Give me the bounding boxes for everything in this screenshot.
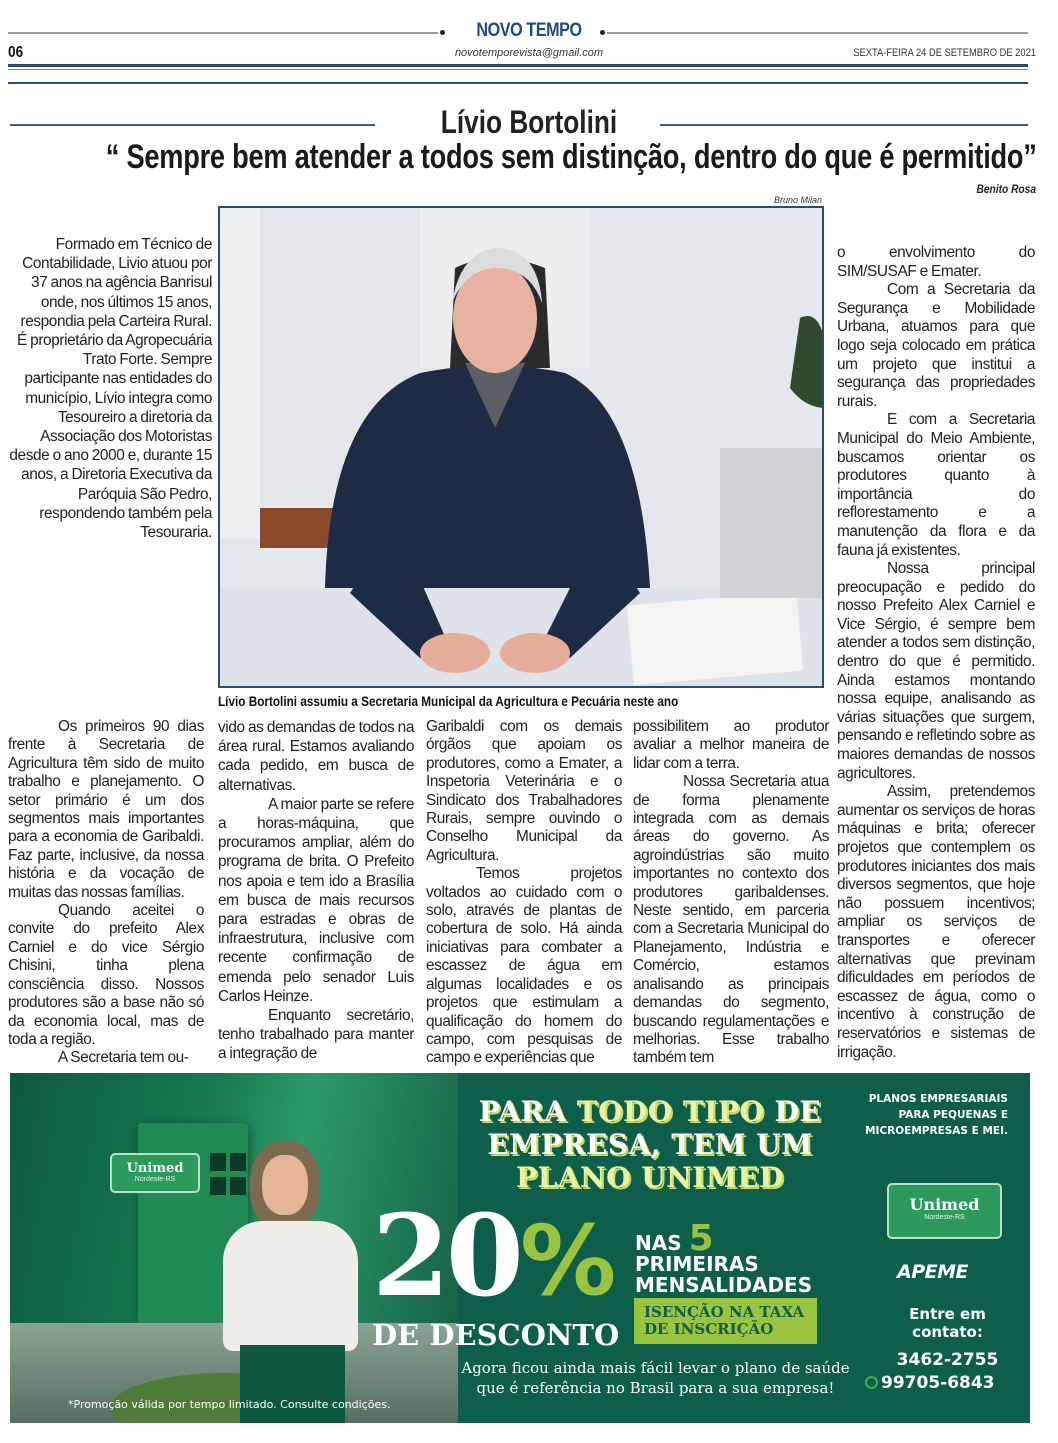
article-photo — [218, 206, 824, 688]
article-intro — [8, 235, 212, 542]
paragraph: Nossa principal preocupação e pedido do nosso Prefeito Alex Carniel e Vice Sérgio, é sempre bem atender a todos sem distinção, dentro do que é permitido. Ainda estamos montando nossa equipe, analisando as várias situações que surgem, pensando e refletindo sobre as maiores demandas de nossos agricultores. — [837, 560, 1035, 782]
header-divider-thin — [8, 69, 1028, 70]
section-divider — [8, 82, 1028, 84]
paragraph: Os primeiros 90 dias frente à Secretaria de Agricultura têm sido de muito trabalho e planejamento. O setor primário é um dos segmentos mais importantes para a economia de Garibaldi. Faz parte, inclusive, da nossa história e da vocação de muitas das nossas famílias. — [8, 718, 204, 901]
ad-discount-percent: % — [520, 1205, 617, 1317]
article-byline: Benito Rosa — [976, 182, 1036, 196]
ad-phone[interactable]: 3462-2755 — [896, 1350, 999, 1370]
paragraph: Quando aceitei o convite do prefeito Alex Carniel e do vice Sérgio Chisini, tinha plena consciência disso. Nossos produtores são a base não só da economia local, mas de toda a região. — [8, 902, 204, 1048]
ad-model — [215, 1113, 365, 1423]
unimed-logo-icon: Unimed Nordeste-RS — [887, 1183, 1002, 1239]
paragraph: o envolvimento do SIM/SUSAF e Emater. — [837, 244, 1035, 280]
portrait-illustration — [220, 208, 824, 688]
header-divider — [8, 64, 1028, 67]
paragraph: Nossa Secretaria atua de forma plenamente integrada com as demais áreas do governo. As agroindústrias são muito importantes no contexto dos produtores garibaldenses. Neste sentido, em parceria com a Secretaria Municipal do Planejamento, Indústria e Comércio, estamos analisando as principais demandas do segmento, buscando regulamentações e melhorias. Esse trabalho também tem — [633, 773, 829, 1067]
paragraph: A Secretaria tem ou- — [58, 1049, 189, 1067]
article-title: Lívio Bortolini — [440, 104, 618, 140]
paragraph: Assim, pretendemos aumentar os serviços de horas máquinas e brita; oferecer projetos que contemplem os produtores iniciantes dos mais diversos segmentos, que hoje não possuem incentivos; ampliar os serviços de transportes e oferecer alternativas que previnam dificuldades em períodos de escassez de água, como o incentivo à construção de reservatórios e sistemas de irrigação. — [837, 783, 1035, 1061]
article-column-5 — [837, 244, 1035, 1062]
ad-exemption-badge: ISENÇÃO NA TAXA DE INSCRIÇÃO — [634, 1298, 817, 1344]
photo-credit: Bruno Milan — [773, 195, 822, 205]
paragraph: Enquanto secretário, tenho trabalhado para manter a integração de — [218, 1007, 414, 1063]
paragraph: Com a Secretaria da Segurança e Mobilidade Urbana, atuamos para que logo seja colocado em prática um projeto que institui a segurança das propriedades rurais. — [837, 281, 1035, 410]
ad-discount-number: 20 — [372, 1191, 520, 1322]
article-column-4 — [633, 718, 829, 1068]
apeme-logo: APEME — [897, 1261, 968, 1283]
ad-subtext: Agora ficou ainda mais fácil levar o plano de saúde que é referência no Brasil para a sua empresa! — [461, 1359, 850, 1397]
publication-email[interactable]: novotemporevista@gmail.com — [454, 47, 604, 59]
ad-promo-note: *Promoção válida por tempo limitado. Consulte condições. — [68, 1398, 391, 1411]
paragraph: vido as demandas de todos na área rural. Estamos avaliando cada pedido, em busca de alternativas. — [218, 719, 414, 794]
ad-discount-label: DE DESCONTO — [372, 1318, 620, 1352]
issue-date: SEXTA-FEIRA 24 DE SETEMBRO DE 2021 — [853, 47, 1036, 59]
page-number: 06 — [8, 44, 24, 61]
photo-caption: Lívio Bortolini assumiu a Secretaria Municipal da Agricultura e Pecuária neste ano — [218, 693, 679, 709]
article-headline-quote: “ Sempre bem atender a todos sem distinção, dentro do que é permitido” — [105, 138, 1037, 176]
article-column-3 — [426, 718, 622, 1068]
paragraph: possibilitem ao produtor avaliar a melhor maneira de lidar com a terra. — [633, 718, 829, 772]
unimed-advertisement[interactable] — [10, 1073, 1030, 1423]
intro-paragraph: Formado em Técnico de Contabilidade, Livio atuou por 37 anos na agência Banrisul onde, nos últimos 15 anos, respondia pela Carteira Rural. É proprietário da Agropecuária Trato Forte. Sempre participante nas entidades do município, Lívio integra como Tesoureiro a diretoria da Associação dos Motoristas desde o ano 2000 e, durante 15 anos, a Diretoria Executiva da Paróquia São Pedro, respondendo também pela Tesouraria. — [9, 236, 212, 542]
whatsapp-icon — [865, 1376, 878, 1389]
publication-name: NOVO TEMPO — [476, 20, 582, 41]
unimed-logo-icon: Unimed Nordeste-RS — [110, 1153, 200, 1193]
paragraph: Temos projetos voltados ao cuidado com o solo, através de plantas de cobertura de solo. Há ainda iniciativas para combater a escassez de água em algumas localidades e os projetos que estimulam a qualificação do homem do campo, com pesquisas de campo e experiências que — [426, 865, 622, 1067]
paragraph: E com a Secretaria Municipal do Meio Ambiente, buscamos orientar os produtores quanto à importância do reflorestamento e a manutenção da flora e da fauna já existentes. — [837, 411, 1035, 559]
ad-offer: NAS 5 PRIMEIRAS MENSALIDADES — [635, 1218, 813, 1297]
ad-contact-label: Entre em contato: — [909, 1305, 986, 1341]
ad-plans-text: PLANOS EMPRESARIAIS PARA PEQUENAS E MICROEMPRESAS E MEI. — [865, 1093, 1008, 1137]
article-column-2 — [218, 718, 414, 1064]
ad-contact-panel — [855, 1073, 1020, 1423]
paragraph: A maior parte se refere a horas-máquina, que procuramos ampliar, além do programa de brita. O Prefeito nos apoia e tem ido a Brasília em busca de mais recursos para estradas e obras de infraestrutura, inclusive com recente confirmação de emenda pelo senador Luis Carlos Heinze. — [218, 795, 414, 1005]
ad-whatsapp[interactable]: 99705-6843 — [865, 1373, 1020, 1393]
paragraph: Garibaldi com os demais órgãos que apoiam os produtores, como a Emater, a Inspetoria Veterinária e o Sindicato dos Trabalhadores Rurais, sempre ouvindo o Conselho Municipal da Agricultura. — [426, 718, 622, 864]
article-column-1 — [8, 718, 204, 1068]
ad-headline: PARA TODO TIPO DE EMPRESA, TEM UM PLANO UNIMED — [478, 1095, 822, 1194]
